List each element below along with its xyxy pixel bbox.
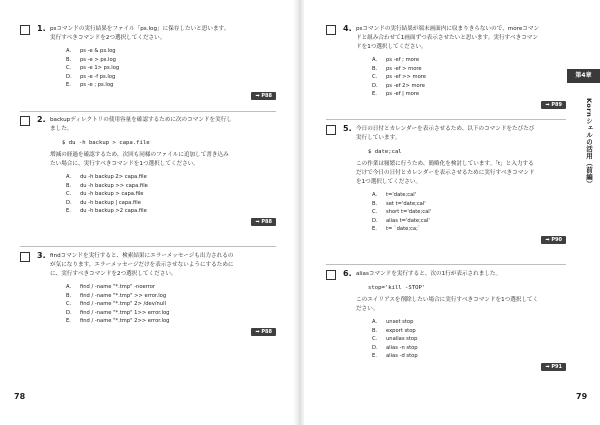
option-6d: D. alias -n stop xyxy=(372,344,418,351)
question-2 xyxy=(20,116,276,228)
divider xyxy=(20,111,276,112)
option-2b: B. du -h backup >> capa.file xyxy=(66,182,148,189)
option-6b: B. export stop xyxy=(372,327,416,334)
question-4 xyxy=(326,25,566,111)
divider xyxy=(20,246,276,247)
option-4b: B. ps -ef > more xyxy=(372,65,422,72)
option-5b: B. set t='date;cal' xyxy=(372,200,426,207)
question-4-text: psコマンドの実行結果が端末画面内に収まりきらないので、moreコマン ドと組み合わせて1画面ずつ表示させたいと思います。実行すべきコマン ドを1つ選択してください。 xyxy=(356,26,540,50)
option-6e: E. alias -d stop xyxy=(372,353,418,359)
right-page xyxy=(304,0,600,425)
question-2-checkbox[interactable] xyxy=(20,116,30,126)
command-example: $ date;cal xyxy=(368,149,402,155)
question-5-checkbox[interactable] xyxy=(326,125,336,135)
question-5-followup: この作業は頻繁に行うため、簡略化を検討しています。「t」と入力する だけで今日の日付とカレンダーを表示させるために実行すべきコマンド を1つ選択してください。 xyxy=(356,161,535,185)
option-3d: D. find / -name "*.tmp" 1>> error.log xyxy=(66,309,170,316)
question-1 xyxy=(20,25,276,102)
question-4-options xyxy=(372,56,566,99)
option-2c: C. du -h backup > capa.file xyxy=(66,191,144,197)
option-5a: A. t='date;cal' xyxy=(372,192,417,198)
command-example: $ du -h backup > capa.file xyxy=(62,140,150,146)
question-6 xyxy=(326,270,566,373)
option-2a: A. du -h backup 2> capa.file xyxy=(66,174,147,180)
question-3-number: 3. xyxy=(37,251,46,260)
option-5e: E. t= `date;ca;` xyxy=(372,226,421,232)
question-1-text: psコマンドの実行結果をファイル「ps.log」に保存したいと思います。 実行すべきコマンドを2つ選択してください。 xyxy=(50,26,230,41)
chapter-side-label: Kornシェルの活用（前編） xyxy=(585,98,593,188)
question-4-checkbox[interactable] xyxy=(326,25,336,35)
page-number-left: 78 xyxy=(14,392,26,401)
question-1-options xyxy=(66,47,276,90)
question-6-text: aliasコマンドを実行すると、次の1行が表示されました。 xyxy=(356,271,502,277)
option-4c: C. ps -ef >> more xyxy=(372,74,426,80)
chapter-tab: 第4章 xyxy=(567,69,600,83)
left-page xyxy=(0,0,296,425)
option-2d: D. du -h backup | capa.file xyxy=(66,199,141,206)
question-3 xyxy=(20,252,276,338)
option-1b: B. ps -e > ps.log xyxy=(66,56,116,63)
option-5d: D. alias t='date;cal' xyxy=(372,217,430,224)
question-5 xyxy=(326,125,566,246)
option-1e: E. ps -e ; ps.log xyxy=(66,82,114,88)
page-ref-badge[interactable]: ➡ P88 xyxy=(251,218,276,226)
option-4e: E. ps -ef | more xyxy=(372,91,420,97)
option-3e: E. find / -name "*.tmp" 2>> error.log xyxy=(66,318,170,324)
option-6c: C. unalias stop xyxy=(372,336,418,342)
page-ref-badge[interactable]: ➡ P90 xyxy=(541,236,566,244)
question-5-options xyxy=(372,191,566,234)
command-example: stop='kill -STOP' xyxy=(368,285,426,291)
option-1d: D. ps -e -f ps.log xyxy=(66,73,116,80)
option-5c: C. short t='date;cal' xyxy=(372,209,432,215)
question-6-checkbox[interactable] xyxy=(326,270,336,280)
question-6-options xyxy=(372,318,566,361)
page-ref-badge[interactable]: ➡ P91 xyxy=(541,363,566,371)
question-1-number: 1. xyxy=(37,24,46,33)
option-1a: A. ps -e & ps.log xyxy=(66,48,116,54)
option-2e: E. du -h backup >2 capa.file xyxy=(66,208,147,214)
option-4a: A. ps -ef ; more xyxy=(372,57,420,63)
divider xyxy=(326,119,566,120)
option-6a: A. unset stop xyxy=(372,319,414,325)
option-3b: B. find / -name "*.tmp" >> error.log xyxy=(66,292,167,299)
option-1c: C. ps -e 1> ps.log xyxy=(66,65,120,71)
page-number-right: 79 xyxy=(576,392,588,401)
question-4-number: 4. xyxy=(343,24,352,33)
question-6-number: 6. xyxy=(343,269,352,278)
page-ref-badge[interactable]: ➡ P88 xyxy=(251,328,276,336)
option-4d: D. ps -ef 2> more xyxy=(372,82,425,89)
question-3-options xyxy=(66,283,276,326)
question-2-followup: 増減の経過を確認するため、次回も同様のファイルに追加して書き込み たい場合に、実行すべきコマンドを1つ選択してください。 xyxy=(50,152,229,167)
page-ref-badge[interactable]: ➡ P88 xyxy=(251,92,276,100)
question-2-number: 2. xyxy=(37,115,46,124)
question-2-options xyxy=(66,173,276,216)
option-3a: A. find / -name "*.tmp" -noerror xyxy=(66,284,156,290)
question-2-text: backupディレクトリの使用容量を確認するために次のコマンドを実行し ました。 xyxy=(50,117,232,132)
option-3c: C. find / -name "*.tmp" 2> /dev/null xyxy=(66,301,166,307)
question-5-text: 今日の日付とカレンダーを表示させるため、以下のコマンドをたびたび 実行しています。 xyxy=(356,126,535,141)
divider xyxy=(326,264,566,265)
question-3-text: findコマンドを実行すると、検索結果にエラーメッセージも出力されるの が気になります。エラーメッセージだけを表示させないようにするために に、実行すべきコマンドを2つ選択してください。 xyxy=(50,253,234,277)
page-ref-badge[interactable]: ➡ P89 xyxy=(541,101,566,109)
question-6-followup: このエイリアスを削除したい場合に実行すべきコマンドを1つ選択してく ださい。 xyxy=(356,297,539,312)
question-3-checkbox[interactable] xyxy=(20,252,30,262)
question-1-checkbox[interactable] xyxy=(20,25,30,35)
question-5-number: 5. xyxy=(343,124,352,133)
